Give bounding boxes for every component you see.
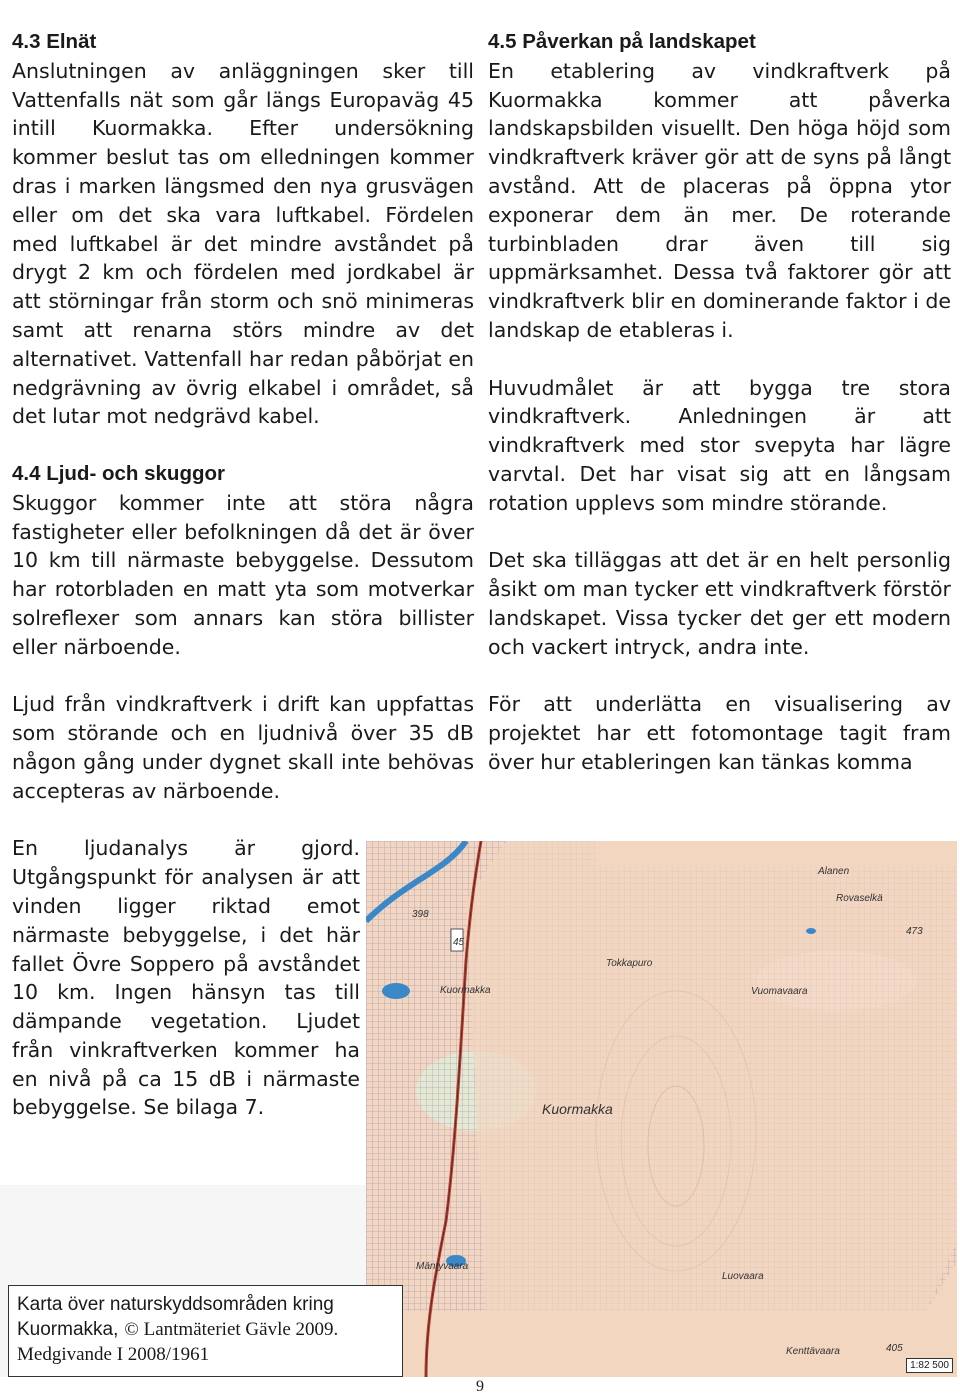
nature-reserve-map — [366, 841, 957, 1377]
paragraph-landskap-3: Det ska tilläggas att det är en helt personlig åsikt om man tycker ett vindkraftverk förstör landskapet. Vissa tycker det ger ett modern och vackert intryck, andra inte. — [488, 548, 951, 659]
caption-line-1: Karta över naturskyddsområden kring — [17, 1294, 334, 1315]
map-graphic — [366, 841, 957, 1377]
caption-line-3: Medgivande I 2008/1961 — [17, 1344, 210, 1365]
caption-copyright: © Lantmäteriet Gävle 2009. — [124, 1319, 339, 1340]
paragraph-landskap-2: Huvudmålet är att bygga tre stora vindkraftverk. Anledningen är att vindkraftverk med stor svepyta har lägre varvtal. Det har visat sig att en långsam rotation upplevs som mindre störande. — [488, 375, 951, 515]
map-label-road: 45 — [453, 937, 465, 948]
section-heading-ljud: 4.4 Ljud- och skuggor — [12, 461, 225, 485]
paragraph-elnat: Anslutningen av anläggningen sker till Vattenfalls nät som går längs Europaväg 45 intill Kuormakka. Efter undersökning kommer beslut tas om elledningen kommer dras i marken längsmed den nya grusvägen eller om det ska vara luftkabel. Fördelen med luftkabel är det mindre avståndet på drygt 2 km och fördelen med jordkabel är att störningar från storm och snö minimeras samt att renarna störs mindre av det alternativet. Vattenfall har redan påbörjat en nedgrävning av övrig elkabel i området, så det lutar mot nedgrävd kabel. — [12, 58, 474, 429]
paragraph-ljudanalys: En ljudanalys är gjord. Utgångspunkt för analysen är att vinden ligger riktad emot närmaste bebyggelse, i det här fallet Övre Soppero på avståndet 10 km. Ingen hänsyn tas till dämpande vegetation. Ljudet från vinkraftverken kommer ha en nivå på ca 15 dB i närmaste bebyggelse. Se bilaga 7. — [12, 836, 360, 1120]
paragraph-landskap-1: En etablering av vindkraftverk på Kuormakka kommer att påverka landskapsbilden visuellt. Den höga höjd som vindkraftverk kräver gör att de syns på långt avstånd. Att de placeras på öppna ytor exponerar dem än mer. De roterande turbinbladen drar även till sig uppmärksamhet. Dessa två faktorer gör att vindkraftverk blir en dominerande faktor i de landskap de etableras i. — [488, 58, 951, 342]
map-label-elev1: 398 — [412, 909, 429, 920]
section-heading-landskap: 4.5 Påverkan på landskapet — [488, 30, 756, 53]
caption-line-2 — [17, 1317, 394, 1342]
map-caption — [8, 1285, 403, 1377]
map-label-elev2: 473 — [906, 926, 923, 937]
section-heading-elnat: 4.3 Elnät — [12, 30, 97, 53]
map-label-vuomavaara: Vuomavaara — [751, 986, 808, 997]
map-label-tokkapuro: Tokkapuro — [606, 958, 653, 969]
map-scale: 1:82 500 — [906, 1358, 953, 1373]
right-column — [488, 28, 951, 777]
paragraph-ljud: Ljud från vindkraftverk i drift kan uppfattas som störande och en ljudnivå över 35 dB någon gång under dygnet skall inte behövas accepteras av närboende. — [12, 692, 474, 803]
map-label-kuormakka: Kuormakka — [542, 1101, 613, 1117]
map-label-alanen: Alanen — [818, 866, 850, 877]
map-label-rovaselka: Rovaselkä — [836, 893, 883, 904]
paragraph-landskap-4: För att underlätta en visualisering av projektet har ett fotomontage tagit fram över hur etableringen kan tänkas komma — [488, 692, 951, 774]
map-label-kenttavaara: Kenttävaara — [786, 1346, 840, 1357]
paragraph-skuggor: Skuggor kommer inte att störa några fastigheter eller befolkningen då det är över 10 km till närmaste bebyggelse. Dessutom har rotorbladen en matt yta som motverkar solreflexer som annars kan störa billister eller närboende. — [12, 490, 474, 659]
map-label-elev3: 405 — [886, 1343, 903, 1354]
map-label-manty: Mäntyvaara — [416, 1261, 469, 1272]
map-plateau — [466, 841, 957, 1311]
page-number: 9 — [476, 1378, 484, 1395]
map-label-luovaara: Luovaara — [722, 1271, 764, 1282]
map-lake-1 — [382, 983, 410, 999]
map-lake-3 — [806, 928, 816, 934]
map-label-kuormakka-top: Kuormakka — [440, 985, 491, 996]
caption-place: Kuormakka, — [17, 1319, 119, 1340]
